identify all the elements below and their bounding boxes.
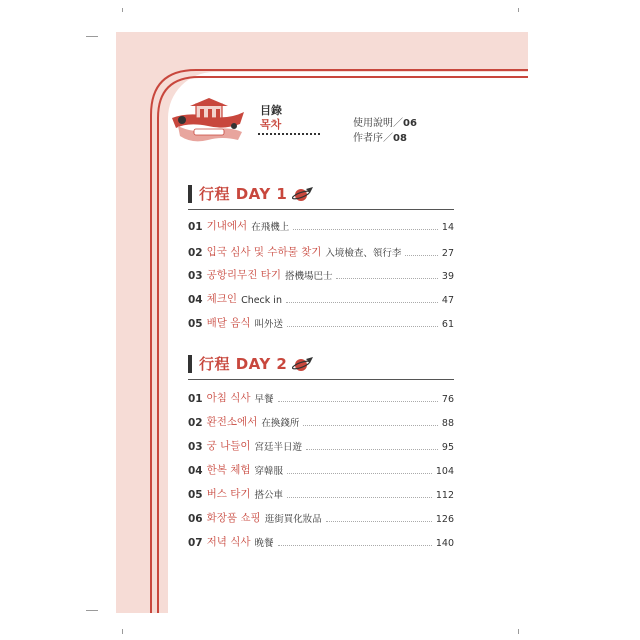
toc-row[interactable] (188, 533, 454, 549)
row-number: 01 (188, 221, 203, 233)
dot-leader (278, 545, 432, 546)
section-day-1 (188, 183, 314, 204)
row-chinese: 宮廷半日遊 (254, 442, 303, 453)
row-number: 04 (188, 465, 203, 477)
row-page: 126 (435, 514, 454, 525)
row-chinese: 在飛機上 (251, 222, 290, 233)
row-number: 03 (188, 441, 203, 453)
row-chinese: 搭機場巴士 (284, 271, 333, 282)
dot-leader (303, 425, 438, 426)
section-rule (188, 209, 454, 210)
meta-usage-page: 06 (403, 118, 417, 129)
row-page: 104 (435, 466, 454, 477)
section-day-2 (188, 353, 314, 374)
row-page: 39 (441, 271, 454, 282)
row-korean: 배달 음식 (206, 317, 251, 329)
toc-heading-zh: 目錄 (260, 104, 282, 117)
toc-row[interactable] (188, 290, 454, 306)
toc-row[interactable] (188, 485, 454, 501)
row-number: 02 (188, 247, 203, 259)
row-chinese: 早餐 (254, 394, 274, 405)
row-korean: 화장품 쇼핑 (206, 512, 261, 524)
row-number: 07 (188, 537, 203, 549)
row-chinese: 逛街買化妝品 (264, 514, 322, 525)
toc-row[interactable] (188, 509, 454, 525)
dot-leader (287, 473, 432, 474)
meta-preface-page: 08 (393, 133, 407, 144)
row-chinese: 叫外送 (254, 319, 284, 330)
toc-row[interactable] (188, 461, 454, 477)
row-chinese: 在換錢所 (261, 418, 300, 429)
row-number: 03 (188, 270, 203, 282)
row-number: 05 (188, 318, 203, 330)
section-title: 行程 DAY 1 (199, 185, 288, 203)
row-page: 61 (441, 319, 454, 330)
section-title: 行程 DAY 2 (199, 355, 288, 373)
toc-row[interactable] (188, 413, 454, 429)
row-korean: 아침 식사 (206, 392, 251, 404)
dot-leader (293, 229, 438, 230)
row-page: 27 (441, 248, 454, 259)
section-marker (188, 355, 192, 373)
row-number: 01 (188, 393, 203, 405)
toc-row[interactable] (188, 217, 454, 233)
row-chinese: 入境檢查、領行李 (325, 248, 402, 259)
section-marker (188, 185, 192, 203)
row-page: 112 (435, 490, 454, 501)
toc-heading (260, 104, 282, 132)
row-chinese: 搭公車 (254, 490, 284, 501)
toc-heading-ko: 목차 (260, 118, 282, 131)
row-number: 05 (188, 489, 203, 501)
row-chinese: 晚餐 (254, 538, 274, 549)
dot-leader (326, 521, 432, 522)
row-number: 04 (188, 294, 203, 306)
dot-leader (336, 278, 437, 279)
planet-plane-icon (292, 356, 314, 372)
planet-plane-icon (292, 186, 314, 202)
meta-usage-label: 使用說明／ (353, 118, 403, 129)
dot-leader (287, 497, 432, 498)
row-korean: 궁 나들이 (206, 440, 251, 452)
toc-row[interactable] (188, 437, 454, 453)
row-number: 02 (188, 417, 203, 429)
toc-row[interactable] (188, 314, 454, 330)
row-page: 95 (441, 442, 454, 453)
row-page: 140 (435, 538, 454, 549)
row-chinese: Check in (241, 295, 282, 306)
row-page: 76 (441, 394, 454, 405)
meta-preface-label: 作者序／ (353, 133, 393, 144)
row-korean: 한복 체험 (206, 464, 251, 476)
toc-row[interactable] (188, 266, 454, 282)
toc-dotted-underline (258, 133, 320, 135)
row-korean: 저녁 식사 (206, 536, 251, 548)
row-korean: 입국 심사 및 수하물 찾기 (206, 246, 322, 258)
row-page: 88 (441, 418, 454, 429)
row-chinese: 穿韓服 (254, 466, 284, 477)
palace-seal-icon (168, 96, 248, 148)
row-korean: 기내에서 (206, 220, 248, 232)
dot-leader (286, 302, 438, 303)
row-korean: 버스 타기 (206, 488, 251, 500)
section-rule (188, 379, 454, 380)
row-page: 14 (441, 222, 454, 233)
row-korean: 체크인 (206, 293, 238, 305)
row-page: 47 (441, 295, 454, 306)
toc-row[interactable] (188, 243, 454, 259)
row-korean: 환전소에서 (206, 416, 258, 428)
dot-leader (278, 401, 438, 402)
row-number: 06 (188, 513, 203, 525)
row-korean: 공항리무진 타기 (206, 269, 281, 281)
meta-usage[interactable] (353, 114, 417, 129)
dot-leader (287, 326, 438, 327)
toc-row[interactable] (188, 389, 454, 405)
dot-leader (306, 449, 438, 450)
dot-leader (405, 255, 437, 256)
meta-preface[interactable] (353, 129, 407, 144)
